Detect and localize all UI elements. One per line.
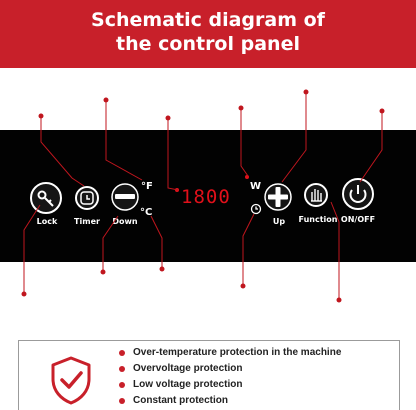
pointer-dot-lock: [22, 292, 27, 297]
feature-item: Low voltage protection: [119, 377, 341, 393]
function-label: Function: [298, 215, 338, 224]
shield-check-icon: [49, 355, 93, 405]
pointer-dot-clock: [241, 284, 246, 289]
down-button[interactable]: [112, 184, 138, 210]
pointer-dot-function: [337, 298, 342, 303]
minus-icon: [115, 194, 135, 199]
pointer-dot-down: [101, 270, 106, 275]
up-button[interactable]: [265, 184, 291, 210]
pointer-dot-up: [304, 90, 309, 95]
power-display: 1800: [181, 186, 231, 208]
onoff-label: ON/OFF: [340, 215, 376, 224]
up-label: Up: [272, 217, 286, 226]
function-button[interactable]: [305, 184, 327, 206]
celsius-indicator: °C: [140, 207, 153, 218]
lock-label: Lock: [36, 217, 58, 226]
feature-item: Overvoltage protection: [119, 361, 341, 377]
pointer-line-display: [168, 118, 178, 190]
watt-indicator-dot: [245, 175, 249, 179]
pointer-line-onoff: [360, 111, 382, 182]
pointer-dot-display: [166, 116, 171, 121]
page-title-line-2: the control panel: [116, 33, 300, 55]
lock-button[interactable]: [31, 183, 61, 213]
feature-item: Constant protection: [119, 393, 341, 409]
pointer-dot-timer: [39, 114, 44, 119]
pointer-line-watt: [241, 108, 248, 176]
pointer-line-celsius: [151, 216, 162, 269]
pointer-line-fahrenheit: [106, 100, 142, 180]
pointer-dot-fahrenheit: [104, 98, 109, 103]
timer-label: Timer: [74, 217, 100, 226]
function-button-ring: [305, 184, 327, 206]
onoff-button[interactable]: [343, 179, 373, 209]
down-label: Down: [112, 217, 138, 226]
pointer-line-clock: [243, 214, 254, 286]
pointer-line-up: [282, 92, 306, 182]
feature-item: Over-temperature protection in the machine: [119, 345, 341, 361]
page-title-line-1: Schematic diagram of: [91, 9, 325, 31]
fahrenheit-indicator: °F: [141, 181, 153, 192]
watt-indicator: W: [250, 181, 262, 192]
protection-features-box: [18, 340, 400, 410]
pointer-dot-celsius: [160, 267, 165, 272]
protection-feature-list: [119, 345, 341, 409]
clock-icon: [252, 205, 261, 214]
pointer-dot-watt: [239, 106, 244, 111]
pointer-line-timer: [41, 116, 84, 186]
timer-button[interactable]: [76, 187, 98, 209]
pointer-dot-onoff: [380, 109, 385, 114]
